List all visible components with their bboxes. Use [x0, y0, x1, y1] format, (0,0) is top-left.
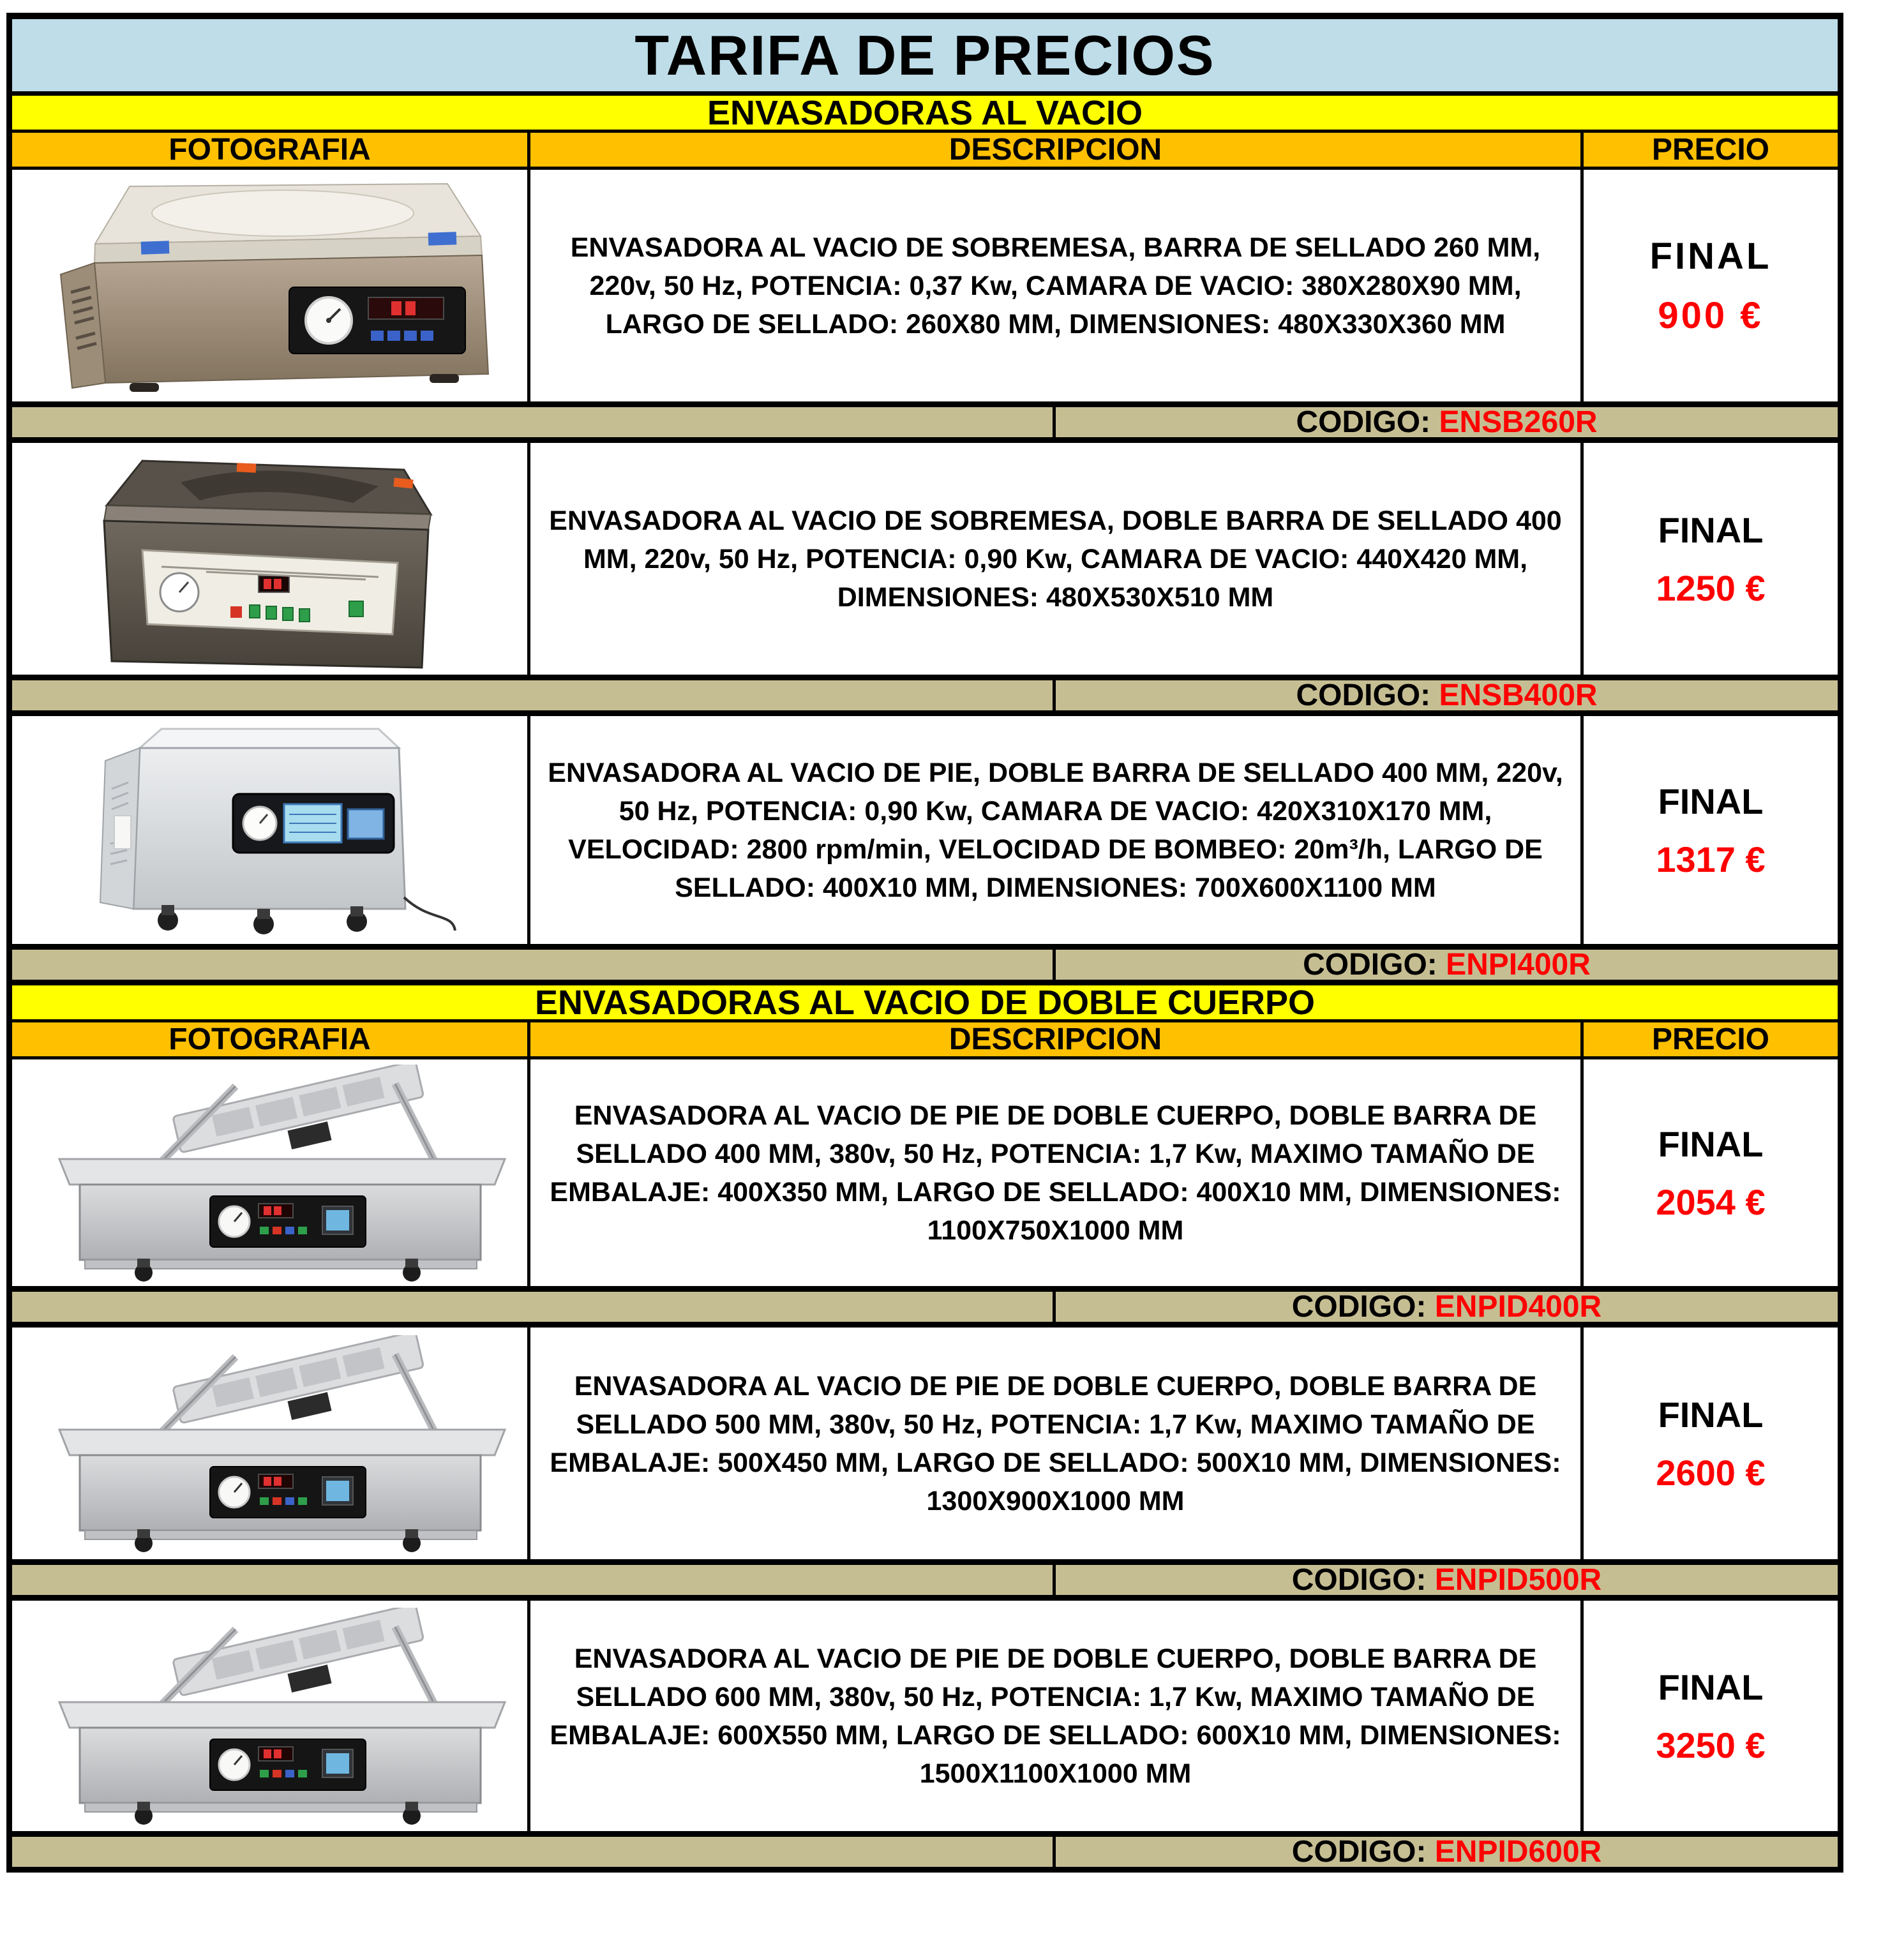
product-photo-cell [12, 170, 530, 401]
code-row-spacer [12, 1292, 1056, 1322]
product-price-cell [1584, 443, 1838, 675]
code-row-spacer [12, 407, 1056, 437]
col-header-label: DESCRIPCION [949, 133, 1162, 167]
code-cell [1056, 950, 1838, 980]
product-code [1303, 950, 1591, 982]
double-chamber-vacuum-sealer-photo [21, 1065, 519, 1282]
code-cell [1056, 1565, 1838, 1595]
codigo-value: ENPID600R [1434, 1837, 1602, 1869]
col-header-precio [1584, 133, 1838, 167]
price-final-label: FINAL [1658, 509, 1764, 550]
codigo-label: CODIGO: [1291, 1565, 1427, 1597]
product-description: ENVASADORA AL VACIO DE PIE DE DOBLE CUERPO, DOBLE BARRA DE SELLADO 400 MM, 380v, 50 Hz, POTENCIA: 1,7 Kw, MAXIMO TAMAÑO DE EMBALAJE: 400X350 MM, LARGO DE SELLADO: 400X10 MM, DIMENSIONES: 1100X750X1000 MM [550, 1100, 1561, 1246]
section-title: ENVASADORAS AL VACIO DE DOBLE CUERPO [534, 985, 1316, 1022]
code-row-spacer [12, 680, 1056, 710]
double-chamber-vacuum-sealer-photo [21, 1335, 519, 1552]
product-photo-cell [12, 443, 530, 675]
product-code-row-enpid500r [12, 1565, 1838, 1601]
code-cell [1056, 1292, 1838, 1322]
codigo-value: ENPID400R [1434, 1292, 1602, 1324]
column-header-row-2 [12, 1022, 1838, 1059]
price-final-label: FINAL [1649, 235, 1772, 277]
code-row-spacer [12, 950, 1056, 980]
col-header-descripcion [530, 133, 1584, 167]
product-row-enpid400r [12, 1059, 1838, 1292]
product-description: ENVASADORA AL VACIO DE PIE DE DOBLE CUERPO, DOBLE BARRA DE SELLADO 600 MM, 380v, 50 Hz, POTENCIA: 1,7 Kw, MAXIMO TAMAÑO DE EMBALAJE: 600X550 MM, LARGO DE SELLADO: 600X10 MM, DIMENSIONES: 1500X1100X1000 MM [550, 1643, 1561, 1789]
price-final-label: FINAL [1658, 781, 1764, 821]
product-code [1296, 407, 1597, 440]
col-header-label: PRECIO [1651, 1022, 1770, 1056]
price-value: 900 € [1658, 294, 1764, 336]
price-final-label: FINAL [1658, 1123, 1764, 1164]
code-cell [1056, 407, 1838, 437]
benchtop-vacuum-sealer-dark-photo [47, 444, 493, 674]
codigo-value: ENSB260R [1439, 407, 1598, 439]
price-final-label: FINAL [1658, 1666, 1764, 1707]
price-final-label: FINAL [1658, 1394, 1764, 1435]
floor-standing-vacuum-sealer-photo [72, 719, 468, 942]
section-title: ENVASADORAS AL VACIO [707, 96, 1143, 132]
section-header-1 [12, 96, 1838, 133]
benchtop-vacuum-sealer-steel-photo [34, 177, 506, 394]
product-photo-cell [12, 1601, 530, 1831]
column-header-row-1 [12, 133, 1838, 170]
product-description-cell [530, 443, 1584, 675]
product-code-row-enpid600r [12, 1837, 1838, 1873]
product-code-row-ensb400r [12, 680, 1838, 716]
code-row-spacer [12, 1565, 1056, 1595]
codigo-value: ENPID500R [1434, 1565, 1602, 1597]
product-code-row-ensb260r [12, 407, 1838, 443]
product-code [1292, 1837, 1601, 1869]
product-price-cell [1584, 170, 1838, 401]
col-header-precio [1584, 1022, 1838, 1056]
product-description-cell [530, 1059, 1584, 1286]
product-description: ENVASADORA AL VACIO DE PIE DE DOBLE CUERPO, DOBLE BARRA DE SELLADO 500 MM, 380v, 50 Hz, POTENCIA: 1,7 Kw, MAXIMO TAMAÑO DE EMBALAJE: 500X450 MM, LARGO DE SELLADO: 500X10 MM, DIMENSIONES: 1300X900X1000 MM [550, 1370, 1561, 1516]
col-header-fotografia [12, 1022, 530, 1056]
product-description-cell [530, 1328, 1584, 1559]
price-value: 1250 € [1656, 567, 1766, 608]
col-header-label: FOTOGRAFIA [169, 133, 371, 167]
codigo-value: ENPI400R [1446, 950, 1591, 982]
col-header-fotografia [12, 133, 530, 167]
product-description: ENVASADORA AL VACIO DE SOBREMESA, BARRA DE SELLADO 260 MM, 220v, 50 Hz, POTENCIA: 0,37 Kw, CAMARA DE VACIO: 380X280X90 MM, LARGO DE SELLADO: 260X80 MM, DIMENSIONES: 480X330X360 MM [570, 232, 1541, 340]
codigo-label: CODIGO: [1296, 407, 1431, 439]
product-row-ensb260r [12, 170, 1838, 407]
col-header-label: PRECIO [1651, 133, 1770, 167]
price-table [6, 13, 1843, 1873]
product-photo-cell [12, 1059, 530, 1286]
col-header-label: DESCRIPCION [949, 1022, 1162, 1056]
product-photo-cell [12, 1328, 530, 1559]
product-code-row-enpid400r [12, 1292, 1838, 1328]
section-header-2 [12, 985, 1838, 1022]
product-code [1296, 680, 1597, 713]
price-value: 2600 € [1656, 1452, 1766, 1493]
codigo-label: CODIGO: [1291, 1837, 1427, 1869]
col-header-descripcion [530, 1022, 1584, 1056]
title-row [12, 19, 1838, 96]
price-value: 2054 € [1656, 1181, 1766, 1222]
product-price-cell [1584, 1601, 1838, 1831]
product-description-cell [530, 716, 1584, 944]
price-value: 3250 € [1656, 1724, 1766, 1765]
product-code [1292, 1565, 1601, 1597]
product-description-cell [530, 1601, 1584, 1831]
code-row-spacer [12, 1837, 1056, 1867]
product-description: ENVASADORA AL VACIO DE SOBREMESA, DOBLE BARRA DE SELLADO 400 MM, 220v, 50 Hz, POTENCIA: 0,90 Kw, CAMARA DE VACIO: 440X420 MM, DIMENSIONES: 480X530X510 MM [549, 505, 1562, 613]
col-header-label: FOTOGRAFIA [169, 1022, 371, 1056]
codigo-label: CODIGO: [1296, 680, 1431, 712]
code-cell [1056, 680, 1838, 710]
product-description-cell [530, 170, 1584, 401]
page-title: TARIFA DE PRECIOS [634, 23, 1215, 87]
product-price-cell [1584, 716, 1838, 944]
product-row-enpid600r [12, 1601, 1838, 1837]
product-row-enpid500r [12, 1328, 1838, 1565]
double-chamber-vacuum-sealer-photo [21, 1608, 519, 1825]
product-description: ENVASADORA AL VACIO DE PIE, DOBLE BARRA DE SELLADO 400 MM, 220v, 50 Hz, POTENCIA: 0,90 Kw, CAMARA DE VACIO: 420X310X170 MM, VELOCIDAD: 2800 rpm/min, VELOCIDAD DE BOMBEO: 20m³/h, LARGO DE SELLADO: 400X10 MM, DIMENSIONES: 700X600X1100 MM [548, 757, 1563, 903]
product-code [1292, 1292, 1601, 1324]
codigo-value: ENSB400R [1439, 680, 1598, 712]
product-price-cell [1584, 1328, 1838, 1559]
codigo-label: CODIGO: [1303, 950, 1437, 982]
product-row-ensb400r [12, 443, 1838, 680]
codigo-label: CODIGO: [1291, 1292, 1427, 1324]
product-code-row-enpi400r [12, 950, 1838, 985]
product-row-enpi400r [12, 716, 1838, 950]
code-cell [1056, 1837, 1838, 1867]
product-price-cell [1584, 1059, 1838, 1286]
price-value: 1317 € [1656, 839, 1766, 879]
product-photo-cell [12, 716, 530, 944]
